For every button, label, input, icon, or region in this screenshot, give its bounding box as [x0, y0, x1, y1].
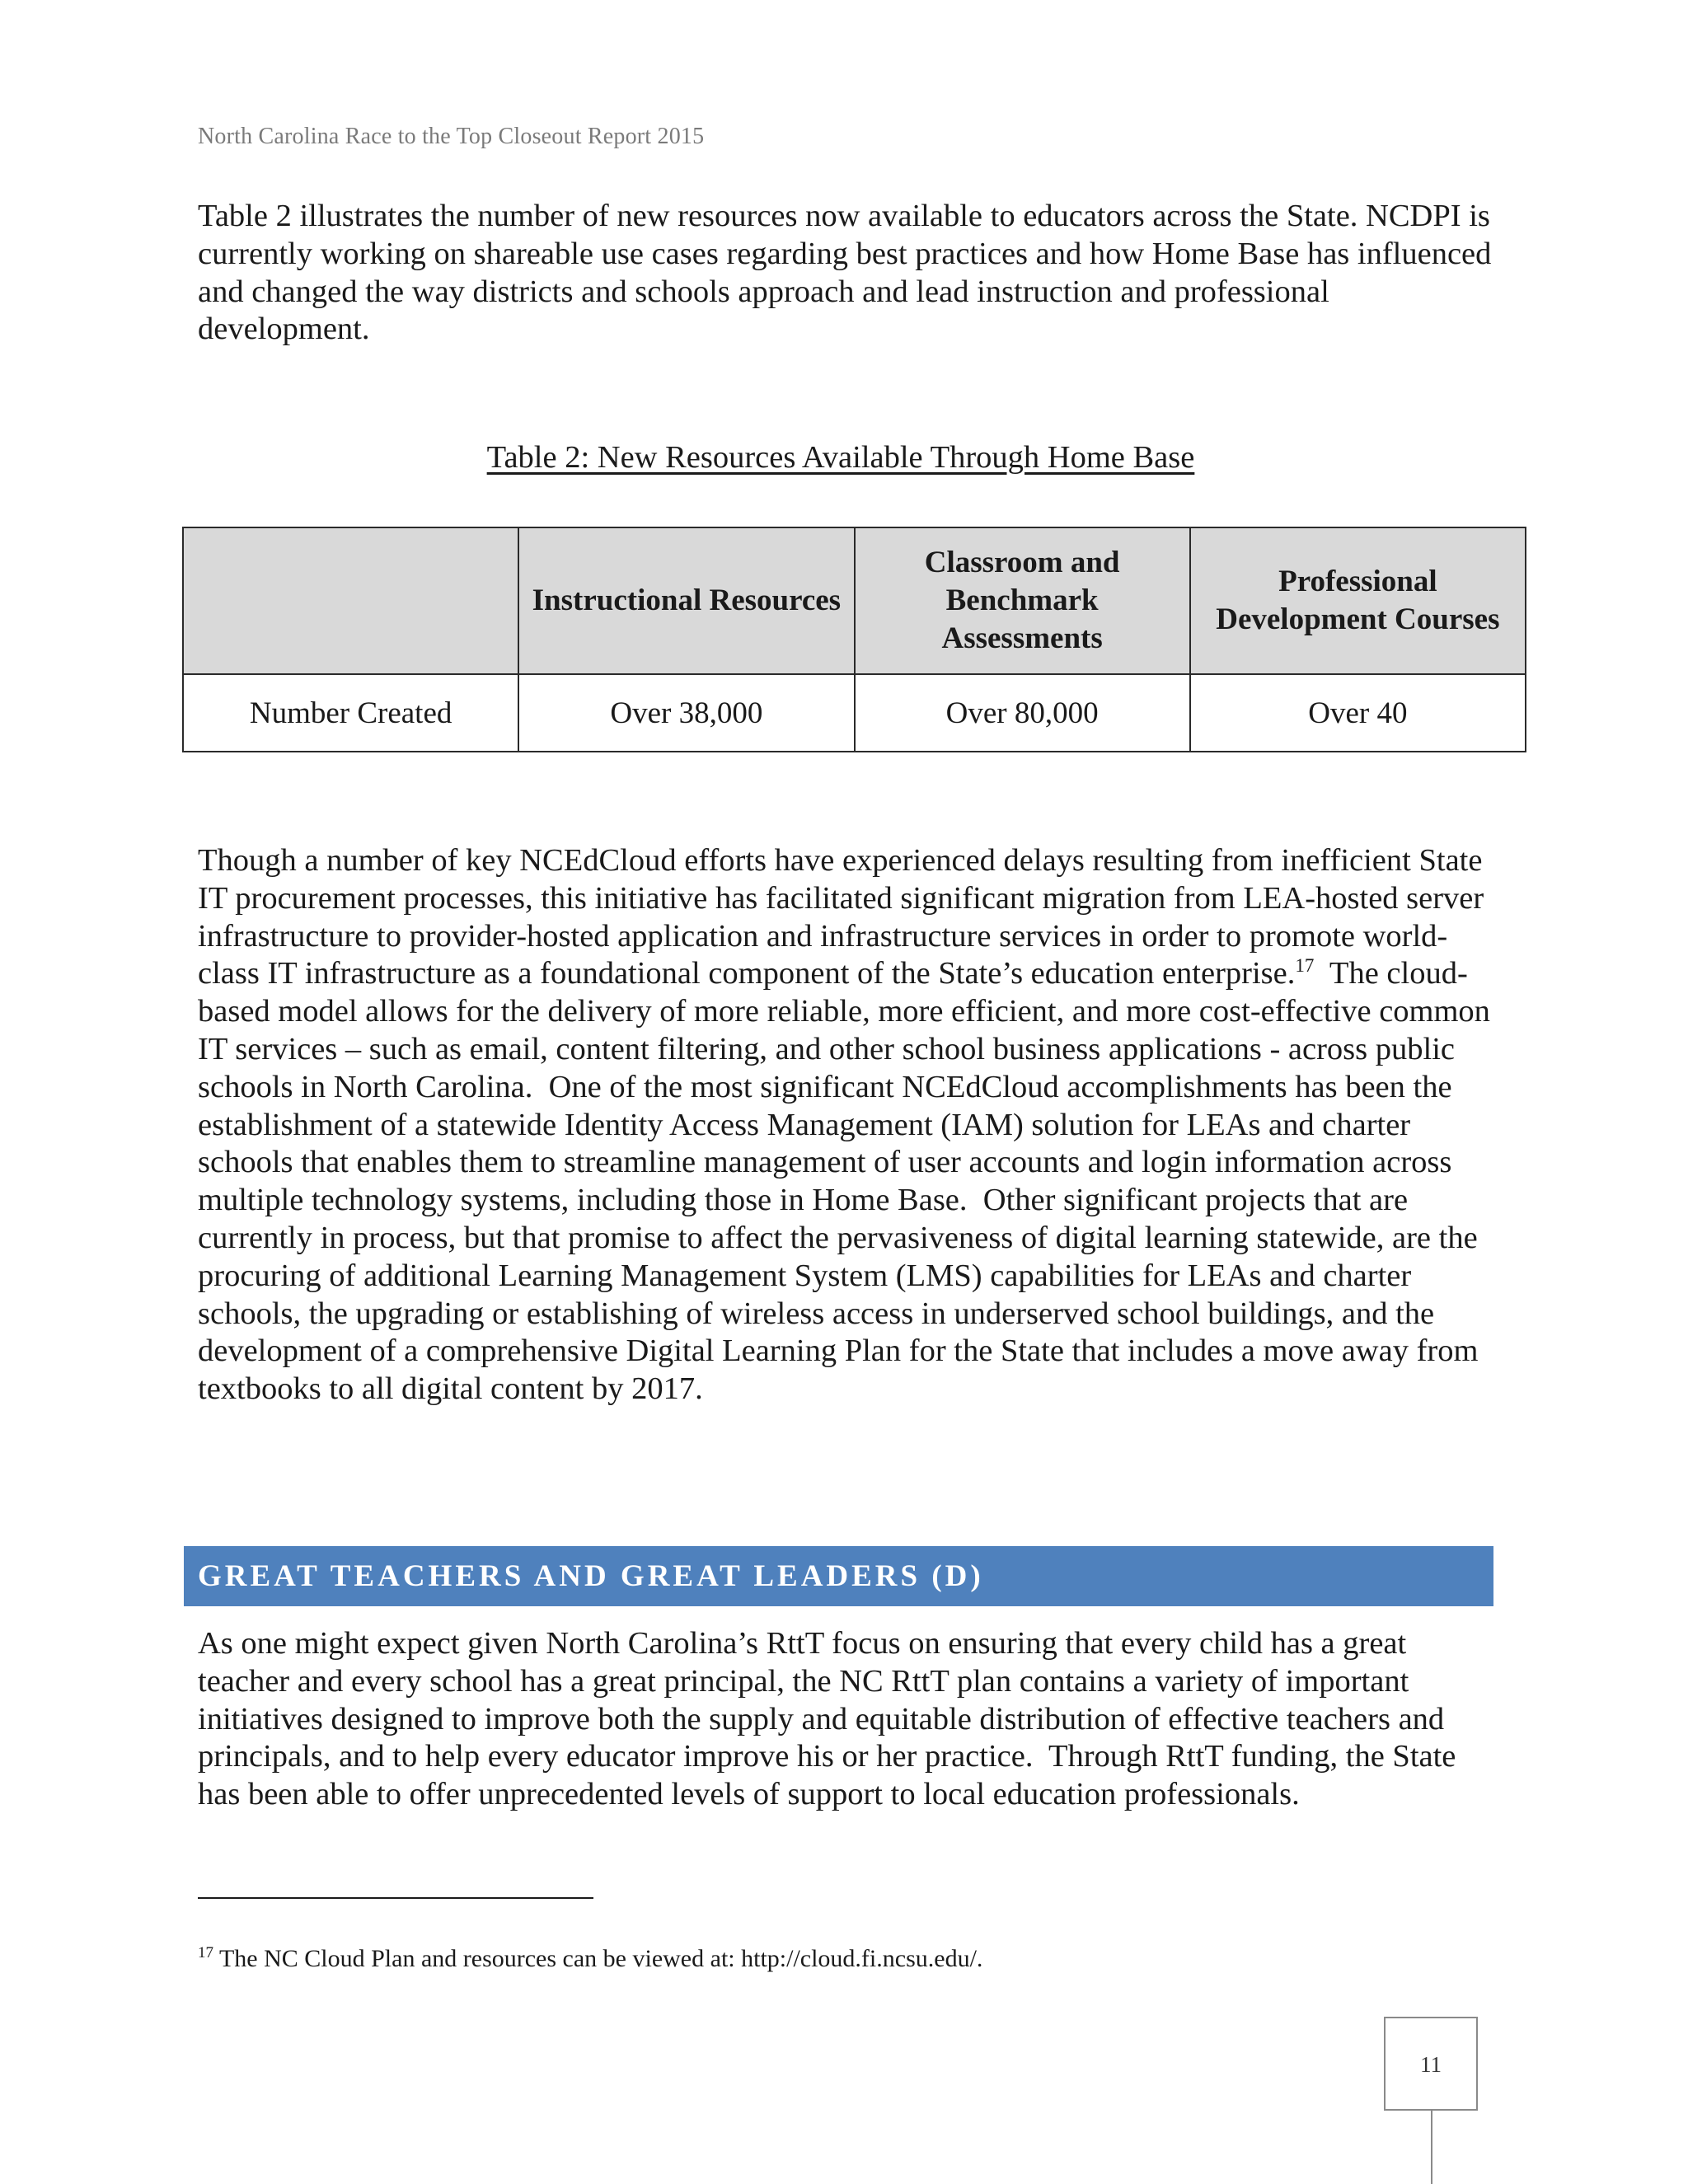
teachers-paragraph — [198, 1625, 1500, 1814]
table-header-blank — [183, 527, 518, 674]
table-cell: Over 80,000 — [855, 674, 1190, 752]
table-cell: Over 40 — [1190, 674, 1526, 752]
cloud-text-part-1: Though a number of key NCEdCloud efforts have experienced delays resulting from inefficient State IT procurement processes, this initiative has facilitated significant migration from LEA-hosted server infrastructure to provider-hosted application and infrastructure services in order to promote world-class IT infrastructure as a foundational component of the State’s education enterprise. — [198, 843, 1484, 991]
table-header-instructional-resources: Instructional Resources — [518, 527, 854, 674]
cloud-text-part-2: The cloud-based model allows for the delivery of more reliable, more efficient, and more cost-effective common IT services – such as email, content filtering, and other school business applications - across public schools in North Carolina. One of the most significant NCEdCloud accomplishments has been the establishment of a statewide Identity Access Management (IAM) solution for LEAs and charter schools that enables them to streamline management of user accounts and login information across multiple technology systems, including those in Home Base. Other significant projects that are currently in process, but that promise to affect the pervasiveness of digital learning statewide, are the procuring of additional Learning Management System (LMS) capabilities for LEAs and charter schools, the upgrading or establishing of wireless access in underserved school buildings, and the development of a comprehensive Digital Learning Plan for the State that includes a move away from textbooks to all digital content by 2017. — [198, 956, 1498, 1407]
intro-paragraph-text: Table 2 illustrates the number of new resources now available to educators across the State. NCDPI is currently working on shareable use cases regarding best practices and how Home Base has influenced and changed the way districts and schools approach and lead instruction and professional development. — [198, 199, 1492, 347]
footnote-divider — [198, 1897, 593, 1899]
cloud-paragraph — [198, 842, 1500, 1408]
page-number: 11 — [1384, 2017, 1478, 2111]
table-caption: Table 2: New Resources Available Through Home Base — [486, 440, 1195, 475]
footnote-number: 17 — [198, 1944, 213, 1961]
footnote — [198, 1945, 982, 1973]
footnote-reference[interactable]: 17 — [1295, 955, 1315, 977]
table-cell: Over 38,000 — [518, 674, 854, 752]
page-number-connector — [1431, 2111, 1432, 2184]
cloud-paragraph-text — [198, 842, 1500, 1408]
resources-table — [182, 527, 1526, 752]
intro-paragraph — [198, 198, 1500, 349]
footnote-text: The NC Cloud Plan and resources can be viewed at: http://cloud.fi.ncsu.edu/. — [213, 1945, 983, 1972]
running-header: North Carolina Race to the Top Closeout Report 2015 — [198, 124, 705, 149]
teachers-paragraph-text: As one might expect given North Carolina’s RttT focus on ensuring that every child has a great teacher and every school has a great principal, the NC RttT plan contains a variety of important initiatives designed to improve both the supply and equitable distribution of effective teachers and principals, and to help every educator improve his or her practice. Through RttT funding, the State has been able to offer unprecedented levels of support to local education professionals. — [198, 1626, 1465, 1812]
table-row — [183, 674, 1526, 752]
table-header-pd-courses: Professional Development Courses — [1190, 527, 1526, 674]
section-heading: GREAT TEACHERS AND GREAT LEADERS (D) — [198, 1559, 984, 1593]
table-row-label: Number Created — [183, 674, 518, 752]
table-header-assessments: Classroom and Benchmark Assessments — [855, 527, 1190, 674]
table-header-row — [183, 527, 1526, 674]
